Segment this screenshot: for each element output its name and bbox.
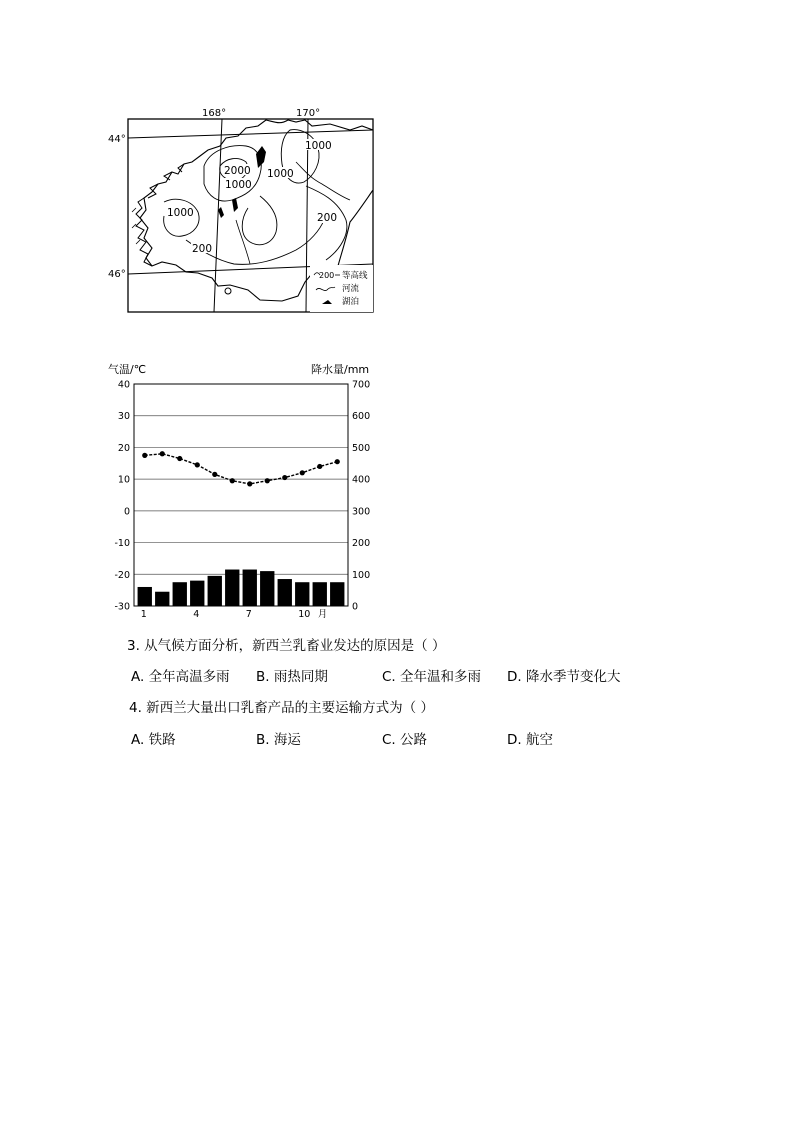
legend-contour-sample: 200 (319, 271, 335, 280)
climate-chart (100, 358, 390, 623)
contour-label: 200 (192, 243, 213, 255)
y-right-tick-label: 500 (352, 442, 371, 454)
temperature-point (177, 456, 182, 461)
map-legend (310, 265, 373, 312)
legend-river-label: 河流 (342, 284, 360, 294)
y-left-tick-label: -30 (114, 601, 130, 613)
temperature-point (195, 462, 200, 467)
x-tick-label: 10 (298, 609, 311, 620)
contour-label: 1000 (167, 207, 194, 219)
question-4-option-a[interactable]: A. 铁路 (131, 732, 176, 748)
temperature-point (142, 453, 147, 458)
question-4-option-d[interactable]: D. 航空 (507, 732, 553, 748)
plot-frame (134, 384, 348, 606)
contour-map (100, 100, 390, 320)
contour-label: 2000 (224, 165, 251, 177)
precip-bar (243, 570, 257, 606)
question-4-option-c[interactable]: C. 公路 (382, 732, 428, 748)
precip-bar (225, 570, 239, 606)
lat-label-44: 44° (108, 134, 126, 145)
temperature-point (265, 478, 270, 483)
x-tick-label: 7 (245, 609, 252, 620)
contour-label: 200 (317, 212, 338, 224)
y-left-tick-label: 10 (117, 474, 130, 486)
precip-bar (330, 582, 344, 606)
question-3-option-b[interactable]: B. 雨热同期 (256, 669, 328, 685)
temperature-point (160, 451, 165, 456)
question-4-stem: 4. 新西兰大量出口乳畜产品的主要运输方式为（ ） (129, 700, 434, 716)
legend-lake-label: 湖泊 (342, 297, 360, 307)
question-3-option-a[interactable]: A. 全年高温多雨 (131, 669, 230, 685)
precip-bar (138, 587, 152, 606)
temperature-point (230, 478, 235, 483)
lon-label-170: 170° (296, 108, 321, 119)
x-tick-label: 1 (140, 609, 147, 620)
legend-contour-label: 等高线 (342, 271, 368, 281)
y-left-tick-label: -10 (114, 538, 130, 550)
y-left-tick-label: 40 (117, 379, 130, 391)
temperature-point (300, 470, 305, 475)
y-left-axis-title: 气温/℃ (108, 363, 147, 376)
contour-label: 1000 (305, 140, 332, 152)
precip-bar (190, 581, 204, 606)
question-3-stem: 3. 从气候方面分析，新西兰乳畜业发达的原因是（ ） (127, 638, 446, 654)
question-3-option-d[interactable]: D. 降水季节变化大 (507, 669, 621, 685)
x-tick-label: 月 (317, 609, 328, 620)
y-right-tick-label: 600 (352, 411, 371, 423)
y-right-tick-label: 300 (352, 506, 371, 518)
y-right-tick-label: 100 (352, 569, 371, 581)
temperature-point (212, 472, 217, 477)
temperature-point (335, 459, 340, 464)
contour-label: 1000 (225, 179, 252, 191)
x-tick-label: 4 (193, 609, 200, 620)
precip-bar (313, 582, 327, 606)
temperature-point (317, 464, 322, 469)
precip-bar (155, 592, 169, 606)
y-right-tick-label: 400 (352, 474, 371, 486)
temperature-point (282, 475, 287, 480)
precip-bar (260, 571, 274, 606)
question-3-option-c[interactable]: C. 全年温和多雨 (382, 669, 482, 685)
precip-bar (295, 582, 309, 606)
y-right-tick-label: 200 (352, 538, 371, 550)
precip-bar (278, 579, 292, 606)
y-left-tick-label: 20 (117, 442, 130, 454)
contour-label: 1000 (267, 168, 294, 180)
y-left-tick-label: -20 (114, 569, 130, 581)
y-left-tick-label: 30 (117, 411, 130, 423)
y-left-tick-label: 0 (123, 506, 130, 518)
y-right-tick-label: 700 (352, 379, 371, 391)
temperature-point (247, 481, 252, 486)
lat-label-46: 46° (108, 269, 126, 280)
y-right-tick-label: 0 (352, 601, 359, 613)
precip-bar (173, 582, 187, 606)
precip-bar (208, 576, 222, 606)
lon-label-168: 168° (202, 108, 227, 119)
question-4-option-b[interactable]: B. 海运 (256, 732, 301, 748)
y-right-axis-title: 降水量/mm (311, 363, 370, 376)
